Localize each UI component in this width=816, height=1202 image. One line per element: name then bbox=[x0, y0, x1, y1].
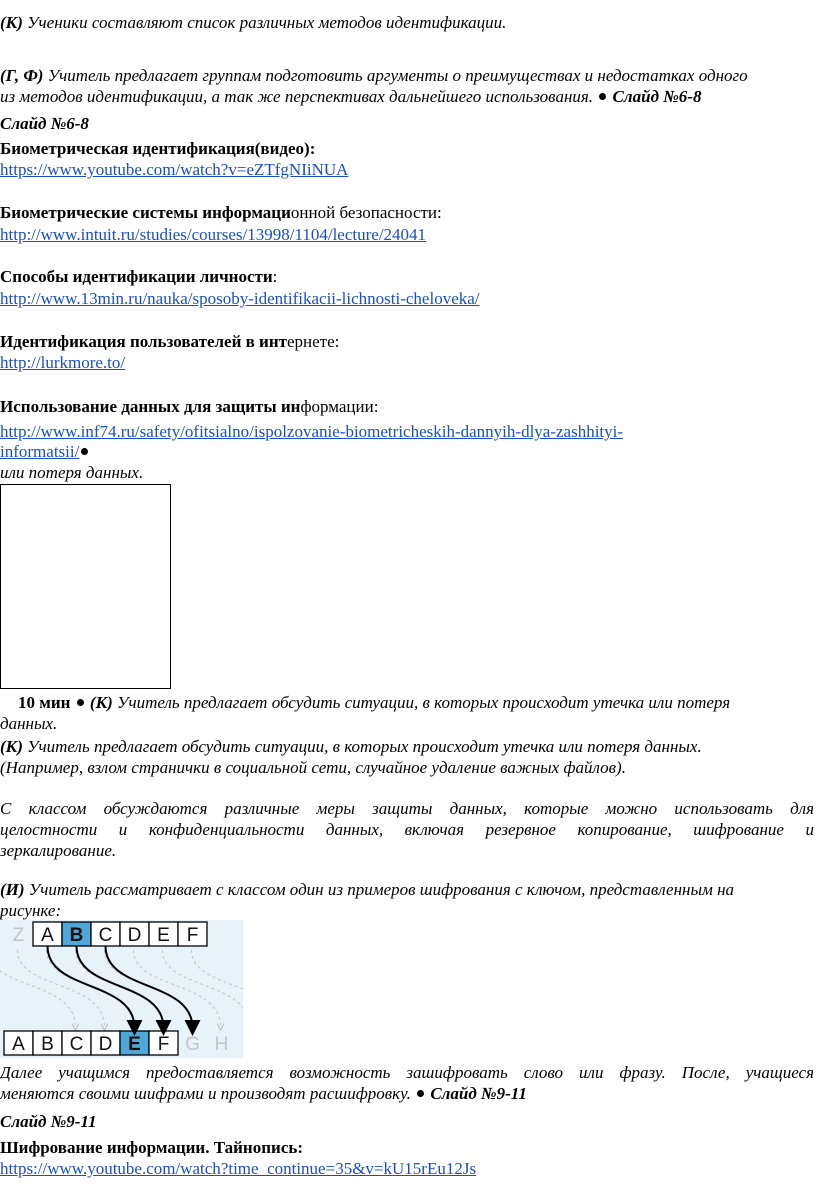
slide-heading: Слайд №9-11 bbox=[0, 1112, 97, 1131]
text: меняются своими шифрами и производят расшифровку. bbox=[0, 1084, 411, 1103]
title-bold: Использование данных для защиты ин bbox=[0, 397, 301, 416]
bottom-letter-F: F bbox=[157, 1034, 170, 1055]
shift-guide-line bbox=[47, 950, 134, 1027]
text: из методов идентификации, а так же перспективах дальнейшего использования. bbox=[0, 87, 594, 106]
resource-link[interactable]: http://www.intuit.ru/studies/courses/13998/1104/lecture/24041 bbox=[0, 225, 427, 244]
slide-ref: Слайд №6-8 bbox=[612, 87, 702, 106]
bottom-letter-H: H bbox=[214, 1034, 229, 1055]
shift-guide-line bbox=[0, 950, 76, 1027]
fragment-text: или потеря данных. bbox=[0, 463, 144, 482]
title-bold: Биометрические системы информаци bbox=[0, 203, 291, 222]
shift-guide-line bbox=[76, 950, 163, 1027]
text: Учитель предлагает обсудить ситуации, в которых происходит утечка или потеря данных. bbox=[22, 737, 702, 756]
tag-i: (И) bbox=[0, 880, 25, 899]
shift-guide-line bbox=[163, 950, 244, 1027]
line-discuss bbox=[0, 736, 702, 757]
bottom-letter-A: A bbox=[12, 1034, 25, 1055]
cipher-svg bbox=[0, 920, 243, 1058]
title-bold: Биометрическая идентификация(видео): bbox=[0, 139, 316, 158]
tag-k: (К) bbox=[89, 693, 113, 712]
bottom-letter-G: G bbox=[185, 1034, 200, 1055]
minutes: 10 мин bbox=[18, 693, 71, 712]
shift-guide-line bbox=[18, 950, 105, 1027]
tag-k: (К) bbox=[0, 737, 23, 756]
bottom-letter-C: C bbox=[69, 1034, 84, 1055]
after-cipher-line: Далее учащимся предоставляется возможность зашифровать слово или фразу. После, учащиеся bbox=[0, 1063, 814, 1082]
top-letter-B: B bbox=[69, 925, 84, 946]
resource-link[interactable]: https://www.youtube.com/watch?v=eZTfgNIiNUA bbox=[0, 160, 349, 179]
slide-ref: Слайд №9-11 bbox=[430, 1084, 527, 1103]
title-bold: Способы идентификации личности bbox=[0, 267, 273, 286]
time-block bbox=[18, 692, 730, 713]
text: Ученики составляют список различных методов идентификации. bbox=[22, 13, 507, 32]
tag-k: (К) bbox=[0, 13, 23, 32]
image-placeholder bbox=[0, 484, 171, 689]
text: Учитель предлагает обсудить ситуации, в которых происходит утечка или потеря bbox=[112, 693, 731, 712]
time-block-cont: данных. bbox=[0, 714, 58, 733]
line-students-list bbox=[0, 12, 506, 33]
text: Учитель предлагает группам подготовить аргументы о преимуществах и недостатках одного bbox=[43, 66, 748, 85]
resource-link-cont[interactable]: informatsii/ bbox=[0, 442, 80, 461]
top-letter-A: A bbox=[41, 925, 54, 946]
paragraph-line: С классом обсуждаются различные меры защиты данных, которые можно использовать для bbox=[0, 799, 814, 818]
title-rest: формации: bbox=[300, 397, 379, 416]
encryption-heading: Шифрование информации. Тайнопись: bbox=[0, 1138, 304, 1157]
paragraph-line: целостности и конфиденциальности данных, включая резервное копирование, шифрование и bbox=[0, 820, 814, 839]
bullet-icon bbox=[77, 699, 84, 706]
bullet-icon bbox=[417, 1090, 424, 1097]
caesar-cipher-diagram bbox=[0, 920, 243, 1058]
top-letter-E: E bbox=[157, 925, 170, 946]
resource-title bbox=[0, 202, 442, 223]
line-groups-task-cont bbox=[0, 86, 701, 107]
resource-link[interactable]: http://www.13min.ru/nauka/sposoby-identifikacii-lichnosti-cheloveka/ bbox=[0, 289, 480, 308]
slide-heading: Слайд №6-8 bbox=[0, 114, 89, 133]
resource-link[interactable]: http://www.inf74.ru/safety/ofitsialno/ispolzovanie-biometricheskih-dannyih-dlya-zashhityi- bbox=[0, 422, 624, 441]
resource-title bbox=[0, 396, 378, 417]
resource-title bbox=[0, 266, 277, 287]
title-rest: ернете: bbox=[286, 332, 340, 351]
line-example: (Например, взлом странички в социальной сети, случайное удаление важных файлов). bbox=[0, 758, 626, 777]
top-letter-D: D bbox=[127, 925, 142, 946]
encryption-link[interactable]: https://www.youtube.com/watch?time_continue=35&v=kU15rEu12Js bbox=[0, 1159, 477, 1178]
top-letter-Z: Z bbox=[12, 925, 25, 946]
resource-title bbox=[0, 138, 315, 159]
bullet-icon bbox=[599, 93, 606, 100]
tag-gf: (Г, Ф) bbox=[0, 66, 44, 85]
shift-guide-line bbox=[105, 950, 192, 1027]
bottom-letter-E: E bbox=[128, 1034, 141, 1055]
cipher-intro bbox=[0, 879, 734, 900]
top-letter-C: C bbox=[98, 925, 113, 946]
resource-title bbox=[0, 331, 339, 352]
shift-guide-line bbox=[192, 950, 244, 1027]
title-bold: Идентификация пользователей в инт bbox=[0, 332, 287, 351]
cipher-intro-cont: рисунке: bbox=[0, 901, 62, 920]
paragraph-line: зеркалирование. bbox=[0, 841, 117, 860]
title-rest: : bbox=[272, 267, 278, 286]
bottom-letter-D: D bbox=[98, 1034, 113, 1055]
line-groups-task bbox=[0, 65, 748, 86]
title-rest: онной безопасности: bbox=[290, 203, 442, 222]
shift-guide-line bbox=[134, 950, 221, 1027]
bullet-icon bbox=[81, 448, 88, 455]
after-cipher-line bbox=[0, 1083, 527, 1104]
resource-link[interactable]: http://lurkmore.to/ bbox=[0, 353, 126, 372]
text: Учитель рассматривает с классом один из примеров шифрования с ключом, представленным на bbox=[24, 880, 735, 899]
bottom-letter-B: B bbox=[41, 1034, 54, 1055]
top-letter-F: F bbox=[186, 925, 199, 946]
